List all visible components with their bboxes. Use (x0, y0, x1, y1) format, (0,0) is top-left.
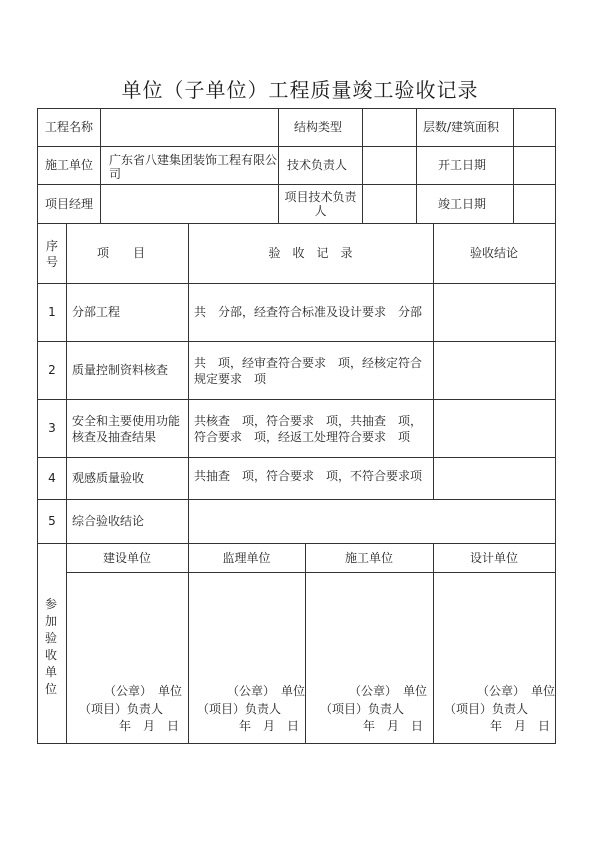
row-divider (37, 399, 556, 400)
unit-name-contractor: 施工单位 (344, 551, 393, 565)
unit-person: （项目）负责人 (444, 702, 529, 716)
contractor-label: 施工单位 (45, 158, 94, 172)
col-header-item: 项 目 (97, 246, 146, 260)
row-divider (37, 341, 556, 342)
col-divider (362, 108, 363, 224)
col-header-record: 验 收 记 录 (268, 246, 353, 260)
row-no: 2 (48, 363, 56, 377)
row-item: 综合验收结论 (72, 514, 145, 528)
unit-seal: （公章） 单位 (477, 684, 556, 698)
row-no: 4 (48, 471, 56, 485)
row-divider (66, 572, 556, 573)
row-divider (37, 184, 556, 185)
page-title: 单位（子单位）工程质量竣工验收记录 (121, 78, 479, 102)
participants-label: 参加验收单位 (44, 597, 57, 696)
project-name-label: 工程名称 (45, 120, 94, 134)
col-divider (416, 108, 417, 224)
unit-seal: （公章） 单位 (349, 684, 428, 698)
row-divider (37, 146, 556, 147)
row-item: 分部工程 (72, 305, 121, 319)
col-header-conclusion: 验收结论 (469, 246, 518, 260)
row-no: 5 (48, 514, 56, 528)
project-manager-label: 项目经理 (45, 197, 94, 211)
row-divider (37, 283, 556, 284)
table-border-right (555, 108, 556, 744)
row-item: 安全和主要使用功能核查及抽查结果 (72, 414, 181, 444)
row-divider (37, 223, 556, 224)
unit-date: 年 月 日 (490, 719, 551, 733)
table-border-bottom (37, 743, 556, 744)
row-divider (37, 457, 556, 458)
contractor-value: 广东省八建集团装饰工程有限公司 (109, 153, 278, 181)
unit-date: 年 月 日 (239, 719, 300, 733)
row-item: 观感质量验收 (72, 471, 145, 485)
row-record: 共抽查 项，符合要求 项，不符合要求项 (194, 469, 423, 483)
structure-type-label: 结构类型 (294, 120, 343, 134)
col-divider (513, 108, 514, 224)
unit-person: （项目）负责人 (197, 702, 282, 716)
unit-person: （项目）负责人 (79, 702, 164, 716)
row-record: 共 项，经审查符合要求 项，经核定符合规定要求 项 (194, 356, 423, 386)
unit-seal: （公章） 单位 (227, 684, 306, 698)
completion-date-label: 竣工日期 (438, 197, 487, 211)
project-tech-lead-label: 项目技术负责人 (284, 190, 357, 218)
col-divider (100, 108, 101, 224)
unit-name-owner: 建设单位 (102, 551, 151, 565)
table-border-top (37, 108, 556, 109)
unit-name-supervisor: 监理单位 (222, 551, 271, 565)
col-divider (188, 223, 189, 744)
col-divider (66, 223, 67, 744)
unit-date: 年 月 日 (119, 719, 180, 733)
col-divider (305, 543, 306, 744)
row-record: 共核查 项，符合要求 项，共抽查 项，符合要求 项，经返工处理符合要求 项 (194, 414, 423, 444)
start-date-label: 开工日期 (438, 158, 487, 172)
unit-name-designer: 设计单位 (469, 551, 518, 565)
tech-lead-label: 技术负责人 (287, 158, 348, 172)
unit-seal: （公章） 单位 (104, 684, 183, 698)
row-record: 共 分部，经查符合标准及设计要求 分部 (194, 305, 423, 319)
row-divider (37, 543, 556, 544)
row-item: 质量控制资料核查 (72, 363, 169, 377)
row-divider (37, 499, 556, 500)
unit-date: 年 月 日 (363, 719, 424, 733)
unit-person: （项目）负责人 (320, 702, 405, 716)
col-divider (433, 223, 434, 500)
floors-area-label: 层数/建筑面积 (423, 120, 500, 134)
row-no: 3 (48, 421, 56, 435)
col-divider (433, 543, 434, 744)
col-header-seq: 序号 (45, 239, 58, 269)
row-no: 1 (48, 305, 56, 319)
